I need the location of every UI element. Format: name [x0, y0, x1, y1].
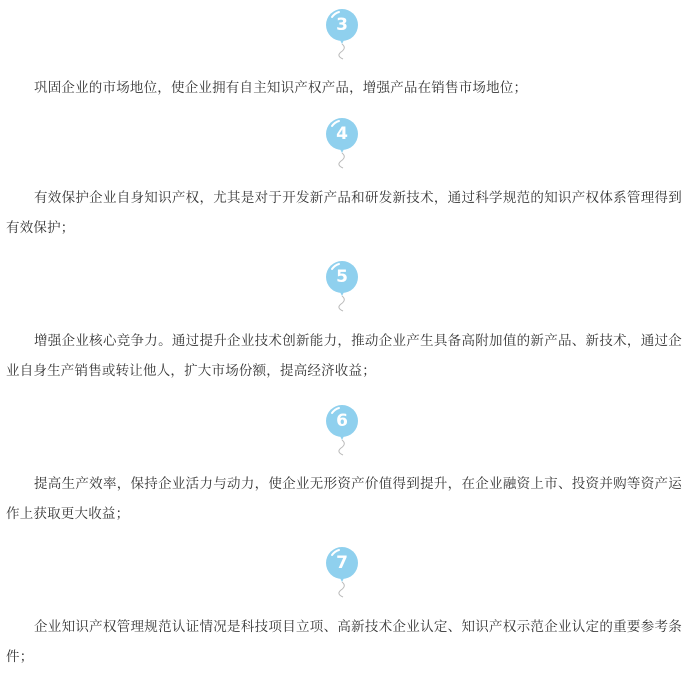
balloon-number: 4: [336, 124, 348, 144]
paragraph-4: 有效保护企业自身知识产权，尤其是对于开发新产品和研发新技术，通过科学规范的知识产权体系管理得到有效保护；: [6, 190, 682, 236]
balloon-number: 3: [336, 15, 348, 35]
paragraph-7: 企业知识产权管理规范认证情况是科技项目立项、高新技术企业认定、知识产权示范企业认定的重要参考条件；: [6, 619, 682, 665]
balloon-number: 6: [336, 411, 348, 431]
balloon-number: 7: [336, 553, 348, 573]
paragraph-6: 提高生产效率，保持企业活力与动力，使企业无形资产价值得到提升，在企业融资上市、投资并购等资产运作上获取更大收益；: [6, 476, 682, 522]
paragraph-5: 增强企业核心竞争力。通过提升企业技术创新能力，推动企业产生具备高附加值的新产品、新技术，通过企业自身生产销售或转让他人，扩大市场份额，提高经济收益；: [6, 333, 682, 379]
balloon-icon-5: [324, 260, 364, 312]
paragraph-3: 巩固企业的市场地位，使企业拥有自主知识产权产品，增强产品在销售市场地位；: [34, 80, 528, 96]
balloon-icon-6: [324, 404, 364, 456]
balloon-icon-3: [324, 8, 364, 60]
balloon-number: 5: [336, 267, 348, 287]
balloon-icon-7: [324, 546, 364, 598]
balloon-icon-4: [324, 117, 364, 169]
